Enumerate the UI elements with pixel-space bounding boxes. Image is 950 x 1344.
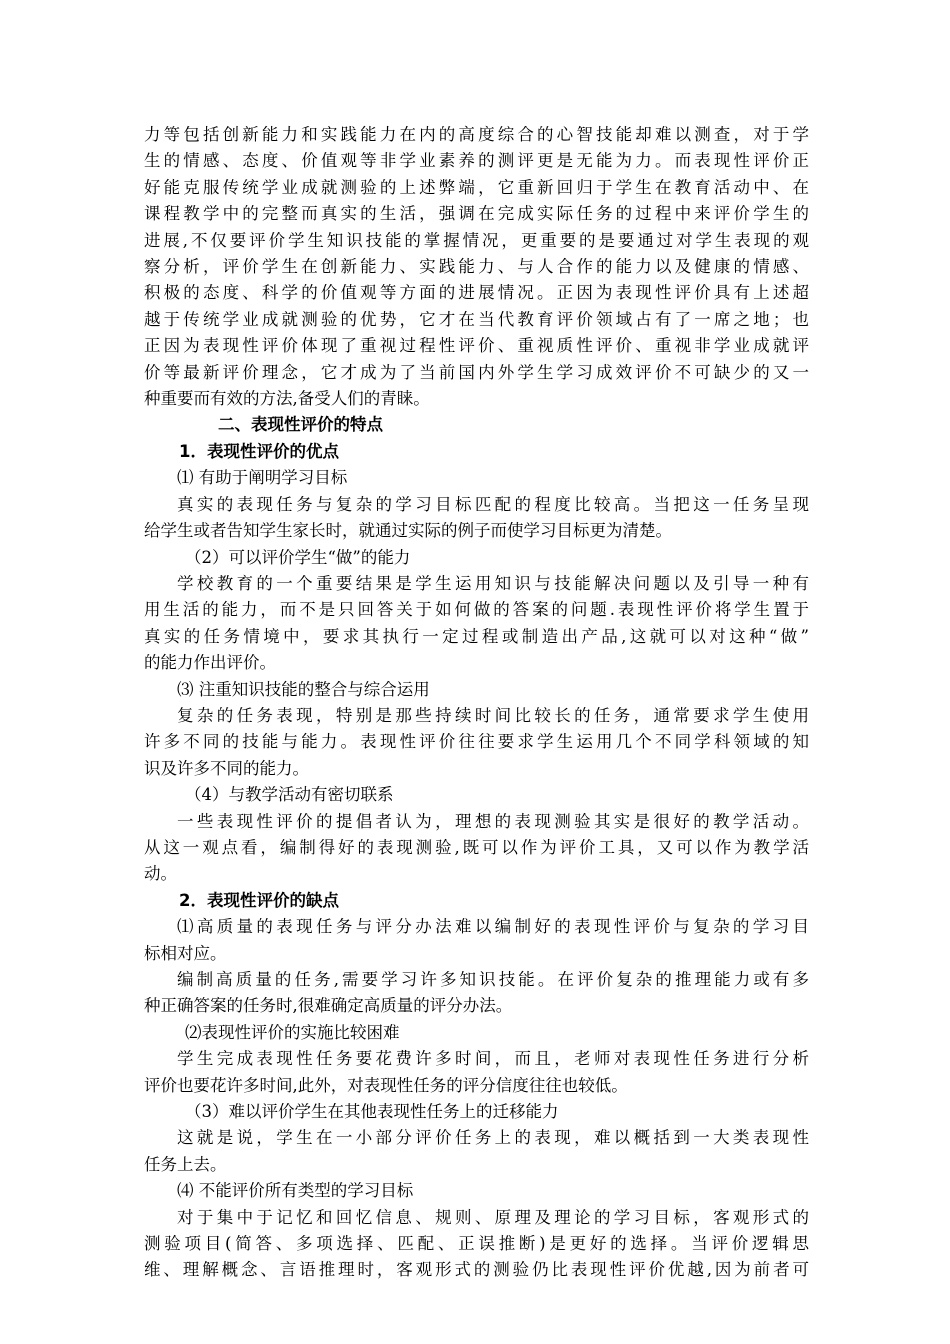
subsection-heading: 1．表现性评价的优点 [179, 441, 339, 461]
text-line: 给学生或者告知学生家长时，就通过实际的例子而使学习目标更为清楚。 [144, 521, 672, 541]
text-line: 生的情感、态度、价值观等非学业素养的测评更是无能为力。而表现性评价正 [144, 151, 809, 171]
text-line: 积极的态度、科学的价值观等方面的进展情况。正因为表现性评价具有上述超 [144, 283, 809, 303]
text-line: 真实的任务情境中，要求其执行一定过程或制造出产品,这就可以对这种“做” [144, 626, 809, 646]
text-line: 这就是说，学生在一小部分评价任务上的表现，难以概括到一大类表现性 [177, 1128, 809, 1148]
text-line: 进展,不仅要评价学生知识技能的掌握情况，更重要的是要通过对学生表现的观 [144, 230, 809, 250]
text-line: 从这一观点看，编制得好的表现测验,既可以作为评价工具，又可以作为教学活 [144, 837, 809, 857]
paragraph [144, 967, 809, 1020]
text-line: 对于集中于记忆和回忆信息、规则、原理及理论的学习目标，客观形式的 [177, 1207, 809, 1227]
paragraph [144, 492, 809, 545]
item-heading: （4）与教学活动有密切联系 [185, 785, 394, 805]
text-line: 维、理解概念、言语推理时，客观形式的测验仍比表现性评价优越,因为前者可 [144, 1260, 809, 1280]
text-line: 用生活的能力，而不是只回答关于如何做的答案的问题.表现性评价将学生置于 [144, 600, 809, 620]
text-line: 价等最新评价理念，它才成为了当前国内外学生学习成效评价不可缺少的又一 [144, 362, 809, 382]
text-line: 越于传统学业成就测验的优势，它才在当代教育评价领域占有了一席之地；也 [144, 309, 809, 329]
text-line: 许多不同的技能与能力。表现性评价往往要求学生运用几个不同学科领域的知 [144, 732, 809, 752]
item-heading: ⑴ 有助于阐明学习目标 [177, 468, 348, 488]
item-heading: ⑷ 不能评价所有类型的学习目标 [177, 1181, 414, 1201]
text-line: 标相对应。 [144, 943, 227, 963]
text-line: 察分析，评价学生在创新能力、实践能力、与人合作的能力以及健康的情感、 [144, 257, 809, 277]
document-page [144, 122, 809, 1284]
text-line: 识及许多不同的能力。 [144, 758, 309, 778]
text-line: 课程教学中的完整而真实的生活，强调在完成实际任务的过程中来评价学生的 [144, 204, 809, 224]
paragraph [144, 809, 809, 888]
item-heading: （2）可以评价学生“做”的能力 [185, 547, 411, 567]
text-line: 的能力作出评价。 [144, 653, 276, 673]
paragraph [144, 571, 809, 677]
text-line: 编制高质量的任务,需要学习许多知识技能。在评价复杂的推理能力或有多 [177, 970, 809, 989]
text-line: 评价也要花许多时间,此外，对表现性任务的评分信度往往也较低。 [144, 1075, 628, 1095]
paragraph [144, 1046, 809, 1099]
item-heading: ⑵表现性评价的实施比较困难 [185, 1022, 400, 1042]
text-line: 好能克服传统学业成就测验的上述弊端，它重新回归于学生在教育活动中、在 [144, 177, 809, 197]
text-line: 任务上去。 [144, 1154, 227, 1174]
text-line: 复杂的任务表现，特别是那些持续时间比较长的任务，通常要求学生使用 [177, 705, 809, 725]
section-heading: 二、表现性评价的特点 [218, 415, 383, 435]
text-line: 学生完成表现性任务要花费许多时间，而且，老师对表现性任务进行分析 [177, 1049, 809, 1069]
text-line: 动。 [144, 864, 177, 884]
item-heading: ⑶ 注重知识技能的整合与综合运用 [177, 679, 430, 699]
paragraph [144, 914, 809, 967]
text-line: 种正确答案的任务时,很难确定高质量的评分办法。 [144, 996, 513, 1016]
text-line: 力等包括创新能力和实践能力在内的高度综合的心智技能却难以测查，对于学 [144, 125, 809, 144]
paragraph [144, 1125, 809, 1178]
item-heading: （3）难以评价学生在其他表现性任务上的迁移能力 [185, 1102, 559, 1122]
text-line: ⑴高质量的表现任务与评分办法难以编制好的表现性评价与复杂的学习目 [177, 917, 809, 937]
text-line: 学校教育的一个重要结果是学生运用知识与技能解决问题以及引导一种有 [177, 573, 809, 593]
text-line: 正因为表现性评价体现了重视过程性评价、重视质性评价、重视非学业成就评 [144, 336, 809, 356]
paragraph [144, 1205, 809, 1284]
paragraph [144, 703, 809, 782]
text-line: 测验项目(简答、多项选择、匹配、正误推断)是更好的选择。当评价逻辑思 [144, 1234, 809, 1254]
text-line: 一些表现性评价的提倡者认为，理想的表现测验其实是很好的教学活动。 [177, 811, 809, 831]
paragraph [144, 122, 809, 412]
subsection-heading: 2．表现性评价的缺点 [179, 890, 339, 910]
text-line: 真实的表现任务与复杂的学习目标匹配的程度比较高。当把这一任务呈现 [177, 494, 809, 514]
text-line: 种重要而有效的方法,备受人们的青睐。 [144, 389, 430, 409]
